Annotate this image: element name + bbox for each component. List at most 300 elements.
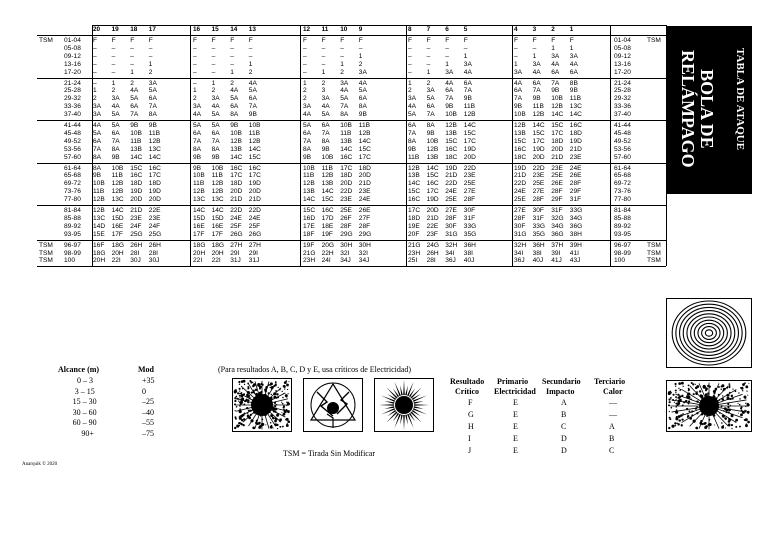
- result-cell: 26H: [426, 249, 439, 257]
- result-cell: 2: [340, 68, 344, 76]
- result-cell: 18D: [408, 214, 421, 222]
- result-cell: 26H: [148, 241, 161, 249]
- critical-p-value: E: [513, 398, 518, 407]
- result-cell: 26E: [551, 180, 563, 188]
- result-cell: 22D: [463, 164, 476, 172]
- result-cell: 1: [463, 52, 468, 60]
- result-cell: 18D: [130, 180, 143, 188]
- roll-range-label: 53-56: [614, 145, 631, 153]
- result-cell: 1: [93, 87, 97, 95]
- result-cell: 15C: [532, 129, 545, 137]
- result-cell: 11B: [248, 129, 261, 137]
- result-cell: 16C: [514, 145, 527, 153]
- column-header: 12: [303, 26, 311, 33]
- result-cell: 10B: [211, 164, 224, 172]
- result-cell: 37H: [551, 241, 564, 249]
- result-cell: 4A: [211, 103, 220, 111]
- result-cell: 7A: [193, 137, 202, 145]
- result-cell: 4A: [230, 87, 239, 95]
- result-cell: –: [93, 68, 97, 76]
- result-cell: 26F: [340, 214, 352, 222]
- result-cell: 22I: [193, 257, 203, 265]
- tsm-label: TSM: [647, 249, 661, 257]
- result-cell: 15C: [303, 207, 316, 214]
- result-cell: 23E: [358, 188, 371, 196]
- roll-range-label: 17-20: [614, 68, 631, 76]
- column-header: 3: [532, 26, 537, 33]
- result-cell: –: [321, 44, 326, 52]
- result-cell: –: [193, 60, 197, 68]
- result-cell: 20D: [426, 207, 439, 214]
- result-cell: 36G: [551, 230, 564, 238]
- result-cell: 6A: [93, 137, 102, 145]
- copyright: Anarquik © 2020: [22, 462, 58, 467]
- crit-h1a: Resultado: [450, 377, 485, 386]
- result-cell: 18D: [230, 180, 243, 188]
- result-cell: 7A: [111, 137, 120, 145]
- result-cell: 13B: [321, 180, 334, 188]
- critical-s-value: B: [561, 410, 567, 419]
- result-cell: 28F: [340, 222, 352, 230]
- result-cell: 1: [321, 68, 326, 76]
- result-cell: 3A: [408, 95, 417, 103]
- result-cell: 26E: [569, 172, 582, 180]
- result-cell: 6A: [463, 79, 472, 87]
- result-cell: 39I: [551, 249, 561, 257]
- result-cell: 18E: [321, 222, 334, 230]
- result-cell: 24I: [321, 257, 331, 265]
- roll-range-label: 01-04: [614, 37, 631, 44]
- result-cell: 3A: [358, 68, 367, 76]
- result-cell: 21G: [408, 241, 421, 249]
- result-cell: –: [130, 60, 134, 68]
- result-cell: 24E: [248, 214, 261, 222]
- result-cell: 15C: [358, 145, 371, 153]
- sunburst-icon: [374, 378, 434, 432]
- result-cell: 28I: [426, 257, 436, 265]
- result-cell: 15C: [445, 137, 458, 145]
- result-cell: 8A: [148, 111, 157, 119]
- result-cell: 9B: [93, 172, 102, 180]
- result-cell: 36H: [532, 241, 545, 249]
- result-cell: F: [514, 37, 519, 44]
- result-cell: 33G: [532, 222, 546, 230]
- result-cell: 28I: [148, 249, 158, 257]
- critical-r-value: F: [468, 398, 473, 407]
- result-cell: 29G: [358, 230, 372, 238]
- result-cell: –: [408, 68, 412, 76]
- result-cell: 33G: [569, 207, 583, 214]
- result-cell: –: [321, 60, 326, 68]
- tsm-note: TSM = Tirada Sin Modificar: [283, 449, 376, 458]
- result-cell: 16C: [408, 196, 421, 204]
- result-cell: 16C: [148, 164, 161, 172]
- roll-range-label: 98-99: [614, 249, 631, 257]
- column-divider: [92, 25, 93, 266]
- result-cell: 25G: [130, 230, 143, 238]
- result-cell: 17E: [303, 222, 315, 230]
- result-cell: 22D: [248, 207, 261, 214]
- column-header: 19: [111, 26, 119, 33]
- result-cell: 5A: [230, 95, 239, 103]
- result-cell: 14C: [340, 145, 353, 153]
- result-cell: 28F: [358, 222, 371, 230]
- result-cell: –: [408, 44, 412, 52]
- result-cell: –: [111, 52, 116, 60]
- result-cell: 3A: [532, 60, 541, 68]
- roll-range-label: 33-36: [614, 103, 631, 111]
- result-cell: F: [551, 37, 556, 44]
- result-cell: 8A: [408, 137, 417, 145]
- result-cell: 13C: [148, 145, 161, 153]
- result-cell: 24E: [358, 196, 371, 204]
- result-cell: 40J: [463, 257, 475, 265]
- result-cell: 22D: [532, 164, 545, 172]
- roll-range-label: 73-76: [64, 188, 81, 196]
- result-cell: 15D: [193, 214, 206, 222]
- result-cell: F: [303, 37, 308, 44]
- result-cell: –: [358, 44, 363, 52]
- result-cell: 31F: [551, 207, 563, 214]
- result-cell: 16C: [569, 122, 582, 129]
- result-cell: 13C: [193, 196, 206, 204]
- result-cell: 34J: [358, 257, 370, 265]
- result-cell: 12B: [426, 145, 439, 153]
- result-cell: 31F: [532, 214, 544, 222]
- result-cell: 1: [130, 68, 134, 76]
- column-header: 4: [514, 26, 518, 33]
- table-title-big: [678, 50, 716, 168]
- result-cell: 34J: [340, 257, 351, 265]
- result-cell: 13B: [445, 129, 457, 137]
- column-header: 16: [193, 26, 201, 33]
- result-cell: 9B: [463, 95, 472, 103]
- result-cell: 2: [321, 79, 326, 87]
- roll-range-label: 81-84: [64, 207, 81, 214]
- crit-h2b: Electricidad: [494, 387, 536, 396]
- column-header: 2: [551, 26, 555, 33]
- result-cell: 17C: [463, 137, 476, 145]
- result-cell: 34G: [551, 222, 564, 230]
- result-cell: 4A: [551, 60, 560, 68]
- column-header: 14: [230, 26, 238, 33]
- critical-r-value: G: [468, 410, 474, 419]
- result-cell: 3A: [93, 111, 102, 119]
- result-cell: 30H: [358, 241, 371, 249]
- result-cell: 4A: [130, 87, 139, 95]
- result-cell: 2: [148, 68, 153, 76]
- result-cell: 25G: [148, 230, 162, 238]
- result-cell: 14C: [426, 164, 439, 172]
- result-cell: 30F: [532, 207, 544, 214]
- result-cell: –: [193, 44, 197, 52]
- result-cell: 12B: [532, 111, 545, 119]
- roll-range-label: 01-04: [64, 37, 81, 44]
- result-cell: 4A: [93, 122, 102, 129]
- critical-t-value: A: [609, 422, 615, 431]
- result-cell: 12B: [248, 137, 261, 145]
- result-cell: 3A: [111, 95, 120, 103]
- tsm-label: TSM: [39, 37, 53, 44]
- result-cell: 16C: [340, 153, 353, 161]
- result-cell: 24E: [445, 188, 457, 196]
- roll-range-label: 89-92: [614, 222, 631, 230]
- result-cell: 39H: [569, 241, 582, 249]
- result-cell: 19D: [130, 188, 143, 196]
- critical-p-value: E: [513, 446, 518, 455]
- result-cell: 31G: [514, 230, 527, 238]
- range-header: Alcance (m): [58, 365, 100, 374]
- result-cell: 12B: [211, 180, 224, 188]
- tsm-label: TSM: [647, 37, 661, 44]
- result-cell: 40J: [532, 257, 544, 265]
- result-cell: 12B: [230, 137, 242, 145]
- result-cell: 17C: [551, 129, 564, 137]
- result-cell: 7A: [514, 95, 523, 103]
- roll-range-label: 05-08: [64, 44, 81, 52]
- result-cell: 15C: [130, 164, 143, 172]
- mod-value: 0: [142, 386, 146, 396]
- column-divider: [406, 25, 407, 266]
- result-cell: 1: [408, 79, 412, 87]
- result-cell: 11B: [193, 180, 205, 188]
- mod-value: –40: [142, 407, 154, 417]
- result-cell: 15C: [408, 188, 421, 196]
- critical-r-value: H: [468, 422, 474, 431]
- column-divider: [300, 25, 301, 266]
- result-cell: 8A: [111, 145, 120, 153]
- critical-r-value: I: [468, 434, 471, 443]
- result-cell: 24G: [426, 241, 440, 249]
- result-cell: 1: [303, 79, 307, 87]
- critical-t-value: —: [609, 410, 617, 419]
- result-cell: 8B: [569, 79, 578, 87]
- result-cell: 27F: [358, 214, 371, 222]
- explosion-icon: [666, 380, 752, 432]
- result-cell: 4A: [248, 79, 257, 87]
- result-cell: 7A: [148, 103, 157, 111]
- critical-t-value: C: [609, 446, 615, 455]
- critical-note: (Para resultados A, B, C, D y E, usa críticos de Electricidad): [218, 365, 412, 374]
- result-cell: 8A: [426, 122, 435, 129]
- result-cell: 6A: [193, 129, 202, 137]
- result-cell: 3A: [551, 52, 560, 60]
- result-cell: 1: [193, 87, 197, 95]
- result-cell: –: [303, 68, 307, 76]
- result-cell: –: [408, 60, 412, 68]
- result-cell: 20H: [111, 249, 124, 257]
- roll-range-label: 93-95: [64, 230, 81, 238]
- result-cell: 16E: [211, 222, 224, 230]
- result-cell: 18G: [193, 241, 206, 249]
- result-cell: 6A: [358, 95, 367, 103]
- column-divider: [610, 25, 611, 266]
- result-cell: 31J: [230, 257, 241, 265]
- roll-range-label: 25-28: [64, 87, 81, 95]
- roll-range-label: 100: [64, 257, 76, 265]
- column-header: 6: [445, 26, 449, 33]
- result-cell: 17C: [532, 137, 545, 145]
- roll-range-label: 13-16: [64, 60, 81, 68]
- result-cell: 28F: [532, 196, 544, 204]
- roll-range-label: 05-08: [614, 44, 631, 52]
- result-cell: F: [130, 37, 135, 44]
- result-cell: F: [358, 37, 363, 44]
- result-cell: 21D: [551, 153, 564, 161]
- result-cell: 15C: [551, 122, 564, 129]
- result-cell: 11B: [321, 164, 333, 172]
- result-cell: –: [445, 52, 449, 60]
- result-cell: 17F: [193, 230, 205, 238]
- mod-header: Mod: [138, 365, 154, 374]
- result-cell: 8A: [303, 145, 312, 153]
- title-panel: [666, 26, 752, 194]
- result-cell: 30J: [148, 257, 160, 265]
- critical-t-value: B: [609, 434, 615, 443]
- result-cell: 15C: [514, 137, 527, 145]
- result-cell: 20D: [230, 188, 243, 196]
- result-cell: 27E: [445, 207, 457, 214]
- result-cell: 16C: [445, 145, 458, 153]
- result-cell: 30F: [445, 222, 457, 230]
- result-cell: 5A: [358, 87, 367, 95]
- result-cell: 18C: [445, 153, 458, 161]
- result-cell: 10B: [248, 122, 261, 129]
- result-cell: 12B: [93, 196, 105, 204]
- result-cell: –: [426, 60, 431, 68]
- roll-range-label: 17-20: [64, 68, 81, 76]
- result-cell: 36J: [514, 257, 525, 265]
- result-cell: 11B: [303, 172, 315, 180]
- result-cell: 15C: [463, 129, 476, 137]
- roll-range-label: 61-64: [64, 164, 81, 172]
- tsm-label: TSM: [39, 249, 53, 257]
- result-cell: 32I: [358, 249, 368, 257]
- result-cell: 5A: [193, 122, 202, 129]
- result-cell: 11B: [340, 129, 352, 137]
- roll-range-label: 21-24: [614, 79, 631, 87]
- header-divider: [37, 35, 666, 36]
- result-cell: 25F: [230, 222, 242, 230]
- result-cell: –: [321, 52, 326, 60]
- result-cell: 10B: [111, 164, 124, 172]
- result-cell: 19D: [445, 164, 458, 172]
- result-cell: 16D: [303, 214, 316, 222]
- roll-range-label: 73-76: [614, 188, 631, 196]
- result-cell: 9B: [148, 122, 157, 129]
- result-cell: –: [248, 52, 253, 60]
- range-value: 60 – 90: [72, 418, 97, 427]
- result-cell: 12B: [445, 122, 457, 129]
- result-cell: 25E: [463, 180, 476, 188]
- result-cell: 7A: [130, 111, 139, 119]
- result-cell: 13B: [426, 153, 439, 161]
- result-cell: 2: [248, 68, 253, 76]
- result-cell: 10B: [426, 137, 439, 145]
- result-cell: 3A: [321, 95, 330, 103]
- result-cell: 34G: [569, 214, 583, 222]
- roll-range-label: 93-95: [614, 230, 631, 238]
- result-cell: 22D: [514, 180, 527, 188]
- result-cell: 13C: [211, 196, 224, 204]
- roll-range-label: 33-36: [64, 103, 81, 111]
- result-cell: 9B: [211, 153, 220, 161]
- result-cell: 32G: [551, 214, 564, 222]
- mod-value: +35: [142, 376, 155, 385]
- result-cell: 25E: [340, 207, 352, 214]
- result-cell: 19D: [426, 196, 439, 204]
- result-cell: 36H: [463, 241, 476, 249]
- result-cell: 21D: [248, 196, 261, 204]
- result-cell: 3A: [426, 87, 435, 95]
- result-cell: 12B: [514, 122, 526, 129]
- result-cell: 7A: [408, 129, 417, 137]
- result-cell: –: [193, 68, 197, 76]
- result-cell: 29F: [551, 196, 563, 204]
- result-cell: 31F: [463, 214, 476, 222]
- result-cell: 20H: [93, 257, 106, 265]
- roll-range-label: 96-97: [64, 241, 81, 249]
- result-cell: 30F: [463, 207, 476, 214]
- result-cell: F: [408, 37, 413, 44]
- result-cell: 20H: [193, 249, 206, 257]
- range-value: 90+: [81, 428, 94, 438]
- result-cell: 13B: [230, 145, 242, 153]
- result-cell: 20D: [130, 196, 143, 204]
- result-cell: 28F: [445, 214, 457, 222]
- critical-s-value: A: [561, 398, 567, 407]
- result-cell: 35G: [532, 230, 546, 238]
- column-header: 18: [130, 26, 138, 33]
- result-cell: 25F: [248, 222, 261, 230]
- result-cell: 2: [303, 95, 307, 103]
- result-cell: 1: [340, 60, 344, 68]
- result-cell: 18D: [358, 164, 371, 172]
- critical-s-value: C: [561, 422, 567, 431]
- result-cell: 26G: [248, 230, 262, 238]
- result-cell: 6A: [551, 68, 560, 76]
- result-cell: 7A: [340, 103, 349, 111]
- range-value: 30 – 60: [72, 407, 97, 417]
- result-cell: 15C: [321, 196, 334, 204]
- critical-r-value: J: [468, 446, 472, 455]
- result-cell: 32H: [514, 241, 527, 249]
- result-cell: 25E: [445, 196, 457, 204]
- roll-range-label: 89-92: [64, 222, 81, 230]
- result-cell: 9B: [445, 103, 454, 111]
- result-cell: –: [426, 44, 431, 52]
- result-cell: 19D: [514, 164, 527, 172]
- crit-h4b: Calor: [603, 387, 623, 396]
- result-cell: 24F: [130, 222, 142, 230]
- result-cell: 12B: [358, 129, 371, 137]
- result-cell: 14C: [532, 122, 545, 129]
- result-cell: 21G: [303, 249, 316, 257]
- roll-range-label: 57-60: [614, 153, 631, 161]
- result-cell: –: [111, 68, 116, 76]
- column-header: 8: [408, 26, 412, 33]
- result-cell: 12B: [408, 164, 420, 172]
- result-cell: –: [148, 52, 153, 60]
- range-value: 0 – 3: [77, 376, 93, 385]
- roll-range-label: 29-32: [614, 95, 631, 103]
- result-cell: 7A: [532, 87, 541, 95]
- column-header: 17: [148, 26, 156, 33]
- result-cell: 5A: [408, 111, 417, 119]
- result-cell: 7A: [463, 87, 472, 95]
- group-divider: [37, 240, 666, 241]
- result-cell: 5A: [303, 122, 312, 129]
